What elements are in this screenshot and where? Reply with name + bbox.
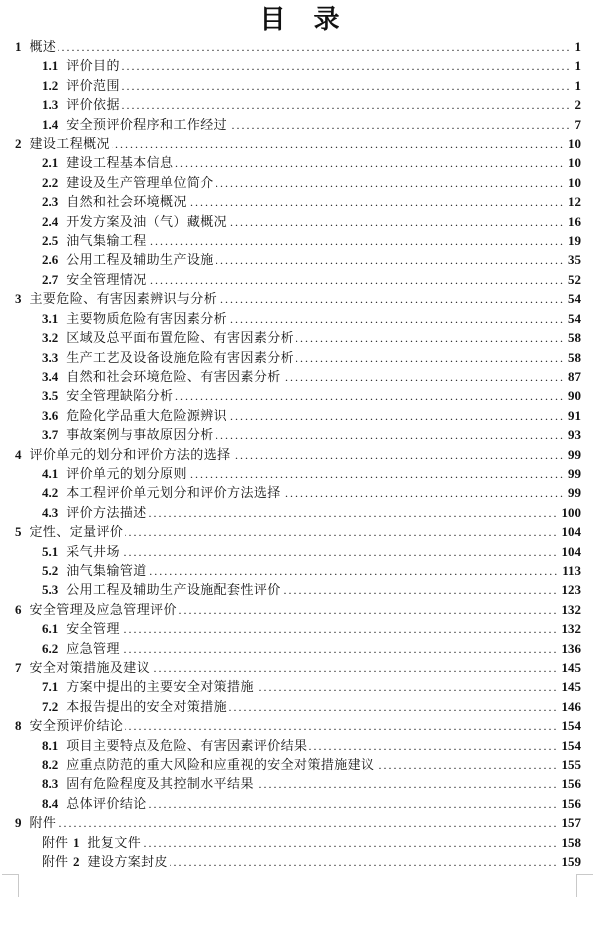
toc-entry-number: 9 — [15, 815, 22, 831]
toc-entry-title: 建设及生产管理单位简介 — [66, 174, 214, 190]
dot-leader — [58, 813, 558, 833]
text-boundary-mark-left — [2, 874, 19, 897]
toc-entry[interactable] — [15, 445, 581, 464]
toc-entry-title: 总体评价结论 — [66, 795, 147, 811]
toc-entry-page: 146 — [561, 698, 581, 714]
toc-entry-title: 安全预评价结论 — [29, 718, 124, 734]
dot-leader — [309, 736, 558, 756]
toc-entry-page: 99 — [568, 465, 581, 481]
dot-leader — [233, 445, 565, 465]
toc-entry[interactable] — [15, 56, 581, 75]
dot-leader — [376, 755, 558, 775]
toc-entry-number: 5 — [15, 524, 22, 540]
dot-leader — [229, 697, 558, 717]
toc-entry-page: 154 — [561, 718, 581, 734]
toc-entry-title: 评价依据 — [66, 97, 120, 113]
dot-leader — [283, 580, 559, 600]
toc-entry-title: 建设方案封皮 — [87, 854, 168, 870]
toc-entry-title: 评价单元的划分和评价方法的选择 — [29, 446, 231, 462]
toc-entry-title: 危险化学品重大危险源辨识 — [66, 407, 228, 423]
toc-entry-number: 4.2 — [42, 485, 59, 501]
toc-entry-title: 自然和社会环境危险、有害因素分析 — [66, 368, 281, 384]
toc-entry[interactable] — [15, 134, 581, 153]
toc-entry-page: 145 — [561, 660, 581, 675]
toc-entry-page: 16 — [568, 213, 581, 229]
dot-leader — [149, 231, 565, 251]
toc-entry-number: 1.4 — [42, 116, 59, 132]
toc-entry-title: 固有危险程度及其控制水平结果 — [66, 776, 254, 792]
toc-entry-number: 4.1 — [42, 465, 59, 481]
toc-entry[interactable] — [15, 677, 581, 696]
toc-entry-page: 157 — [561, 815, 581, 831]
toc-entry-number: 3.7 — [42, 427, 59, 443]
toc-entry-prefix: 附件 — [42, 854, 69, 870]
toc-entry-page: 99 — [568, 485, 581, 501]
dot-leader — [229, 212, 565, 232]
toc-entry-title: 评价单元的划分原则 — [66, 465, 187, 481]
toc-entry-page: 1 — [574, 77, 581, 93]
page-title: 目 录 — [259, 5, 341, 34]
dot-leader — [125, 522, 558, 542]
toc-entry[interactable] — [15, 250, 581, 269]
toc-entry-page: 100 — [561, 504, 581, 520]
toc-entry[interactable] — [15, 95, 581, 114]
dot-leader — [149, 503, 559, 523]
toc-entry-page: 10 — [568, 174, 581, 190]
dot-leader — [256, 774, 559, 794]
dot-leader — [149, 561, 560, 581]
toc-entry-number: 2.4 — [42, 213, 59, 229]
toc-entry[interactable] — [15, 658, 581, 677]
toc-entry-number: 2.1 — [42, 155, 59, 171]
toc-entry-number: 6.1 — [42, 621, 59, 637]
toc-entry-number: 1.2 — [42, 77, 59, 93]
dot-leader — [256, 677, 559, 697]
toc-list — [0, 37, 600, 871]
toc-entry-number: 3 — [15, 291, 22, 307]
toc-entry-page: 145 — [561, 679, 581, 695]
toc-entry-title: 安全管理缺陷分析 — [66, 388, 174, 404]
dot-leader — [216, 425, 565, 445]
toc-entry-page: 19 — [568, 233, 581, 249]
toc-entry-page: 58 — [568, 349, 581, 365]
dot-leader — [125, 716, 558, 736]
toc-entry-title: 安全管理情况 — [66, 271, 147, 287]
toc-entry-title: 方案中提出的主要安全对策措施 — [66, 679, 254, 695]
toc-entry-title: 评价目的 — [66, 58, 120, 74]
toc-entry[interactable] — [15, 153, 581, 172]
toc-entry-title: 采气井场 — [66, 543, 120, 559]
toc-entry-page: 104 — [561, 543, 581, 559]
toc-entry-page: 99 — [568, 446, 581, 462]
toc-entry-title: 建设工程概况 — [29, 136, 110, 152]
toc-entry-number: 3.5 — [42, 388, 59, 404]
dot-leader — [296, 348, 565, 368]
toc-entry-page: 90 — [568, 388, 581, 404]
toc-entry-title: 附件 — [29, 815, 57, 831]
toc-entry-title: 应急管理 — [66, 640, 120, 656]
toc-entry-page: 104 — [561, 524, 581, 540]
toc-entry-title: 建设工程基本信息 — [66, 155, 174, 171]
toc-entry-page: 2 — [574, 97, 581, 113]
dot-leader — [122, 619, 559, 639]
toc-entry-title: 开发方案及油（气）藏概况 — [66, 213, 228, 229]
toc-entry[interactable] — [15, 386, 581, 405]
toc-entry-number: 3.1 — [42, 310, 59, 326]
toc-entry-title: 自然和社会环境概况 — [66, 194, 187, 210]
toc-entry[interactable] — [15, 289, 581, 308]
toc-entry[interactable] — [15, 813, 581, 832]
toc-entry-title: 批复文件 — [87, 834, 142, 850]
toc-entry-title: 油气集输管道 — [66, 562, 147, 578]
toc-entry-page: 156 — [561, 776, 581, 792]
toc-entry-page: 93 — [568, 427, 581, 443]
toc-entry-page: 123 — [561, 582, 581, 598]
dot-leader — [179, 600, 559, 620]
dot-leader — [175, 386, 565, 406]
toc-entry-page: 12 — [568, 194, 581, 210]
dot-leader — [189, 192, 565, 212]
toc-entry-number: 5.2 — [42, 562, 59, 578]
dot-leader — [219, 289, 565, 309]
toc-entry-number: 1 — [73, 834, 80, 850]
toc-entry-page: 52 — [568, 271, 581, 287]
toc-entry[interactable] — [15, 736, 581, 755]
toc-entry-number: 6.2 — [42, 640, 59, 656]
toc-entry[interactable] — [15, 503, 581, 522]
toc-entry-title: 公用工程及辅助生产设施配套性评价 — [66, 582, 281, 598]
toc-entry-page: 87 — [568, 368, 581, 384]
dot-leader — [216, 173, 565, 193]
dot-leader — [122, 76, 572, 96]
toc-entry-page: 10 — [568, 155, 581, 171]
toc-entry[interactable] — [15, 833, 581, 852]
toc-entry[interactable] — [15, 755, 581, 774]
toc-entry-page: 155 — [561, 757, 581, 773]
toc-entry-number: 8.1 — [42, 737, 59, 753]
toc-entry-number: 8.4 — [42, 795, 59, 811]
toc-entry-page: 91 — [568, 407, 581, 423]
toc-entry[interactable] — [15, 425, 581, 444]
dot-leader — [122, 639, 559, 659]
toc-page — [0, 3, 600, 929]
toc-entry[interactable] — [15, 328, 581, 347]
toc-entry[interactable] — [15, 76, 581, 95]
toc-entry-page: 54 — [568, 291, 581, 307]
toc-entry-title: 本工程评价单元划分和评价方法选择 — [66, 485, 281, 501]
dot-leader — [122, 56, 572, 76]
dot-leader — [122, 95, 572, 115]
toc-entry-number: 3.2 — [42, 330, 59, 346]
toc-entry-number: 5.3 — [42, 582, 59, 598]
toc-entry-page: 132 — [561, 601, 581, 617]
toc-entry-number: 2 — [73, 854, 80, 870]
toc-entry-number: 3.4 — [42, 368, 59, 384]
toc-entry-number: 4.3 — [42, 504, 59, 520]
toc-entry-number: 1.3 — [42, 97, 59, 113]
dot-leader — [296, 328, 565, 348]
toc-entry[interactable] — [15, 348, 581, 367]
toc-entry[interactable] — [15, 852, 581, 871]
dot-leader — [149, 794, 559, 814]
toc-entry[interactable] — [15, 639, 581, 658]
toc-entry[interactable] — [15, 697, 581, 716]
toc-entry-page: 1 — [574, 39, 581, 54]
dot-leader — [149, 270, 565, 290]
toc-entry[interactable] — [15, 309, 581, 328]
dot-leader — [229, 309, 565, 329]
toc-entry-number: 7.2 — [42, 698, 59, 714]
dot-leader — [283, 367, 565, 387]
toc-entry-number: 2.2 — [42, 174, 59, 190]
toc-entry-title: 区域及总平面布置危险、有害因素分析 — [66, 330, 295, 346]
toc-entry-title: 本报告提出的安全对策措施 — [66, 698, 228, 714]
toc-entry-title: 主要危险、有害因素辨识与分析 — [29, 291, 218, 307]
toc-entry-title: 安全预评价程序和工作经过 — [66, 116, 228, 132]
toc-entry-page: 35 — [568, 252, 581, 268]
toc-entry-title: 主要物质危险有害因素分析 — [66, 310, 228, 326]
toc-entry-number: 2.3 — [42, 194, 59, 210]
toc-entry-title: 项目主要特点及危险、有害因素评价结果 — [66, 737, 308, 753]
toc-entry-page: 136 — [561, 640, 581, 656]
toc-entry-page: 132 — [561, 621, 581, 637]
toc-entry-prefix: 附件 — [42, 834, 69, 850]
dot-leader — [283, 483, 565, 503]
toc-entry[interactable] — [15, 522, 581, 541]
toc-entry[interactable] — [15, 716, 581, 735]
toc-entry[interactable] — [15, 37, 581, 56]
toc-entry-number: 5.1 — [42, 543, 59, 559]
toc-entry-page: 154 — [561, 737, 581, 753]
toc-entry-page: 159 — [561, 854, 581, 870]
toc-entry-title: 安全管理 — [66, 621, 120, 637]
toc-entry-title: 评价方法描述 — [66, 504, 147, 520]
toc-entry[interactable] — [15, 580, 581, 599]
toc-entry[interactable] — [15, 619, 581, 638]
toc-entry-page: 156 — [561, 795, 581, 811]
toc-entry-number: 8.3 — [42, 776, 59, 792]
toc-entry[interactable] — [15, 464, 581, 483]
toc-entry-number: 2.7 — [42, 271, 59, 287]
toc-entry-title: 公用工程及辅助生产设施 — [66, 252, 214, 268]
toc-entry-page: 158 — [561, 834, 581, 850]
dot-leader — [175, 153, 565, 173]
toc-entry[interactable] — [15, 406, 581, 425]
toc-entry-number: 7.1 — [42, 679, 59, 695]
toc-entry[interactable] — [15, 561, 581, 580]
toc-entry-number: 6 — [15, 601, 22, 617]
toc-entry[interactable] — [15, 115, 581, 134]
toc-entry-title: 安全对策措施及建议 — [29, 660, 151, 675]
toc-entry-title: 评价范围 — [66, 77, 120, 93]
toc-entry-title: 生产工艺及设备设施危险有害因素分析 — [66, 349, 295, 365]
toc-entry[interactable] — [15, 270, 581, 289]
toc-entry-number: 4 — [15, 446, 22, 462]
dot-leader — [112, 134, 565, 154]
toc-entry-number: 2.6 — [42, 252, 59, 268]
toc-entry[interactable] — [15, 600, 581, 619]
dot-leader — [143, 833, 558, 853]
dot-leader — [122, 542, 559, 562]
toc-entry-title: 事故案例与事故原因分析 — [66, 427, 214, 443]
toc-entry[interactable] — [15, 774, 581, 793]
text-boundary-mark-right — [576, 874, 593, 897]
toc-entry-title: 应重点防范的重大风险和应重视的安全对策措施建议 — [66, 757, 375, 773]
toc-entry[interactable] — [15, 367, 581, 386]
toc-entry[interactable] — [15, 212, 581, 231]
dot-leader — [58, 37, 571, 57]
toc-entry-page: 58 — [568, 330, 581, 346]
toc-entry-number: 3.3 — [42, 349, 59, 365]
toc-entry-number: 2.5 — [42, 233, 59, 249]
dot-leader — [216, 250, 565, 270]
toc-entry-number: 8 — [15, 718, 22, 734]
dot-leader — [152, 658, 558, 678]
toc-entry-page: 1 — [574, 58, 581, 74]
toc-entry[interactable] — [15, 173, 581, 192]
toc-entry-title: 油气集输工程 — [66, 233, 147, 249]
toc-entry-number: 7 — [15, 660, 22, 675]
dot-leader — [170, 852, 559, 872]
toc-entry-title: 概述 — [29, 39, 57, 54]
toc-entry[interactable] — [15, 483, 581, 502]
toc-entry-page: 54 — [568, 310, 581, 326]
toc-entry[interactable] — [15, 542, 581, 561]
toc-entry-page: 10 — [568, 136, 581, 152]
dot-leader — [229, 115, 571, 135]
dot-leader — [229, 406, 565, 426]
toc-entry-number: 1.1 — [42, 58, 59, 74]
toc-entry-page: 7 — [574, 116, 581, 132]
toc-entry-number: 1 — [15, 39, 22, 54]
toc-entry-number: 8.2 — [42, 757, 59, 773]
toc-entry[interactable] — [15, 231, 581, 250]
toc-entry-number: 3.6 — [42, 407, 59, 423]
toc-entry-title: 安全管理及应急管理评价 — [29, 601, 177, 617]
toc-entry-page: 113 — [562, 562, 581, 578]
toc-entry[interactable] — [15, 192, 581, 211]
toc-entry-number: 2 — [15, 136, 22, 152]
toc-entry[interactable] — [15, 794, 581, 813]
dot-leader — [189, 464, 565, 484]
toc-entry-title: 定性、定量评价 — [29, 524, 124, 540]
